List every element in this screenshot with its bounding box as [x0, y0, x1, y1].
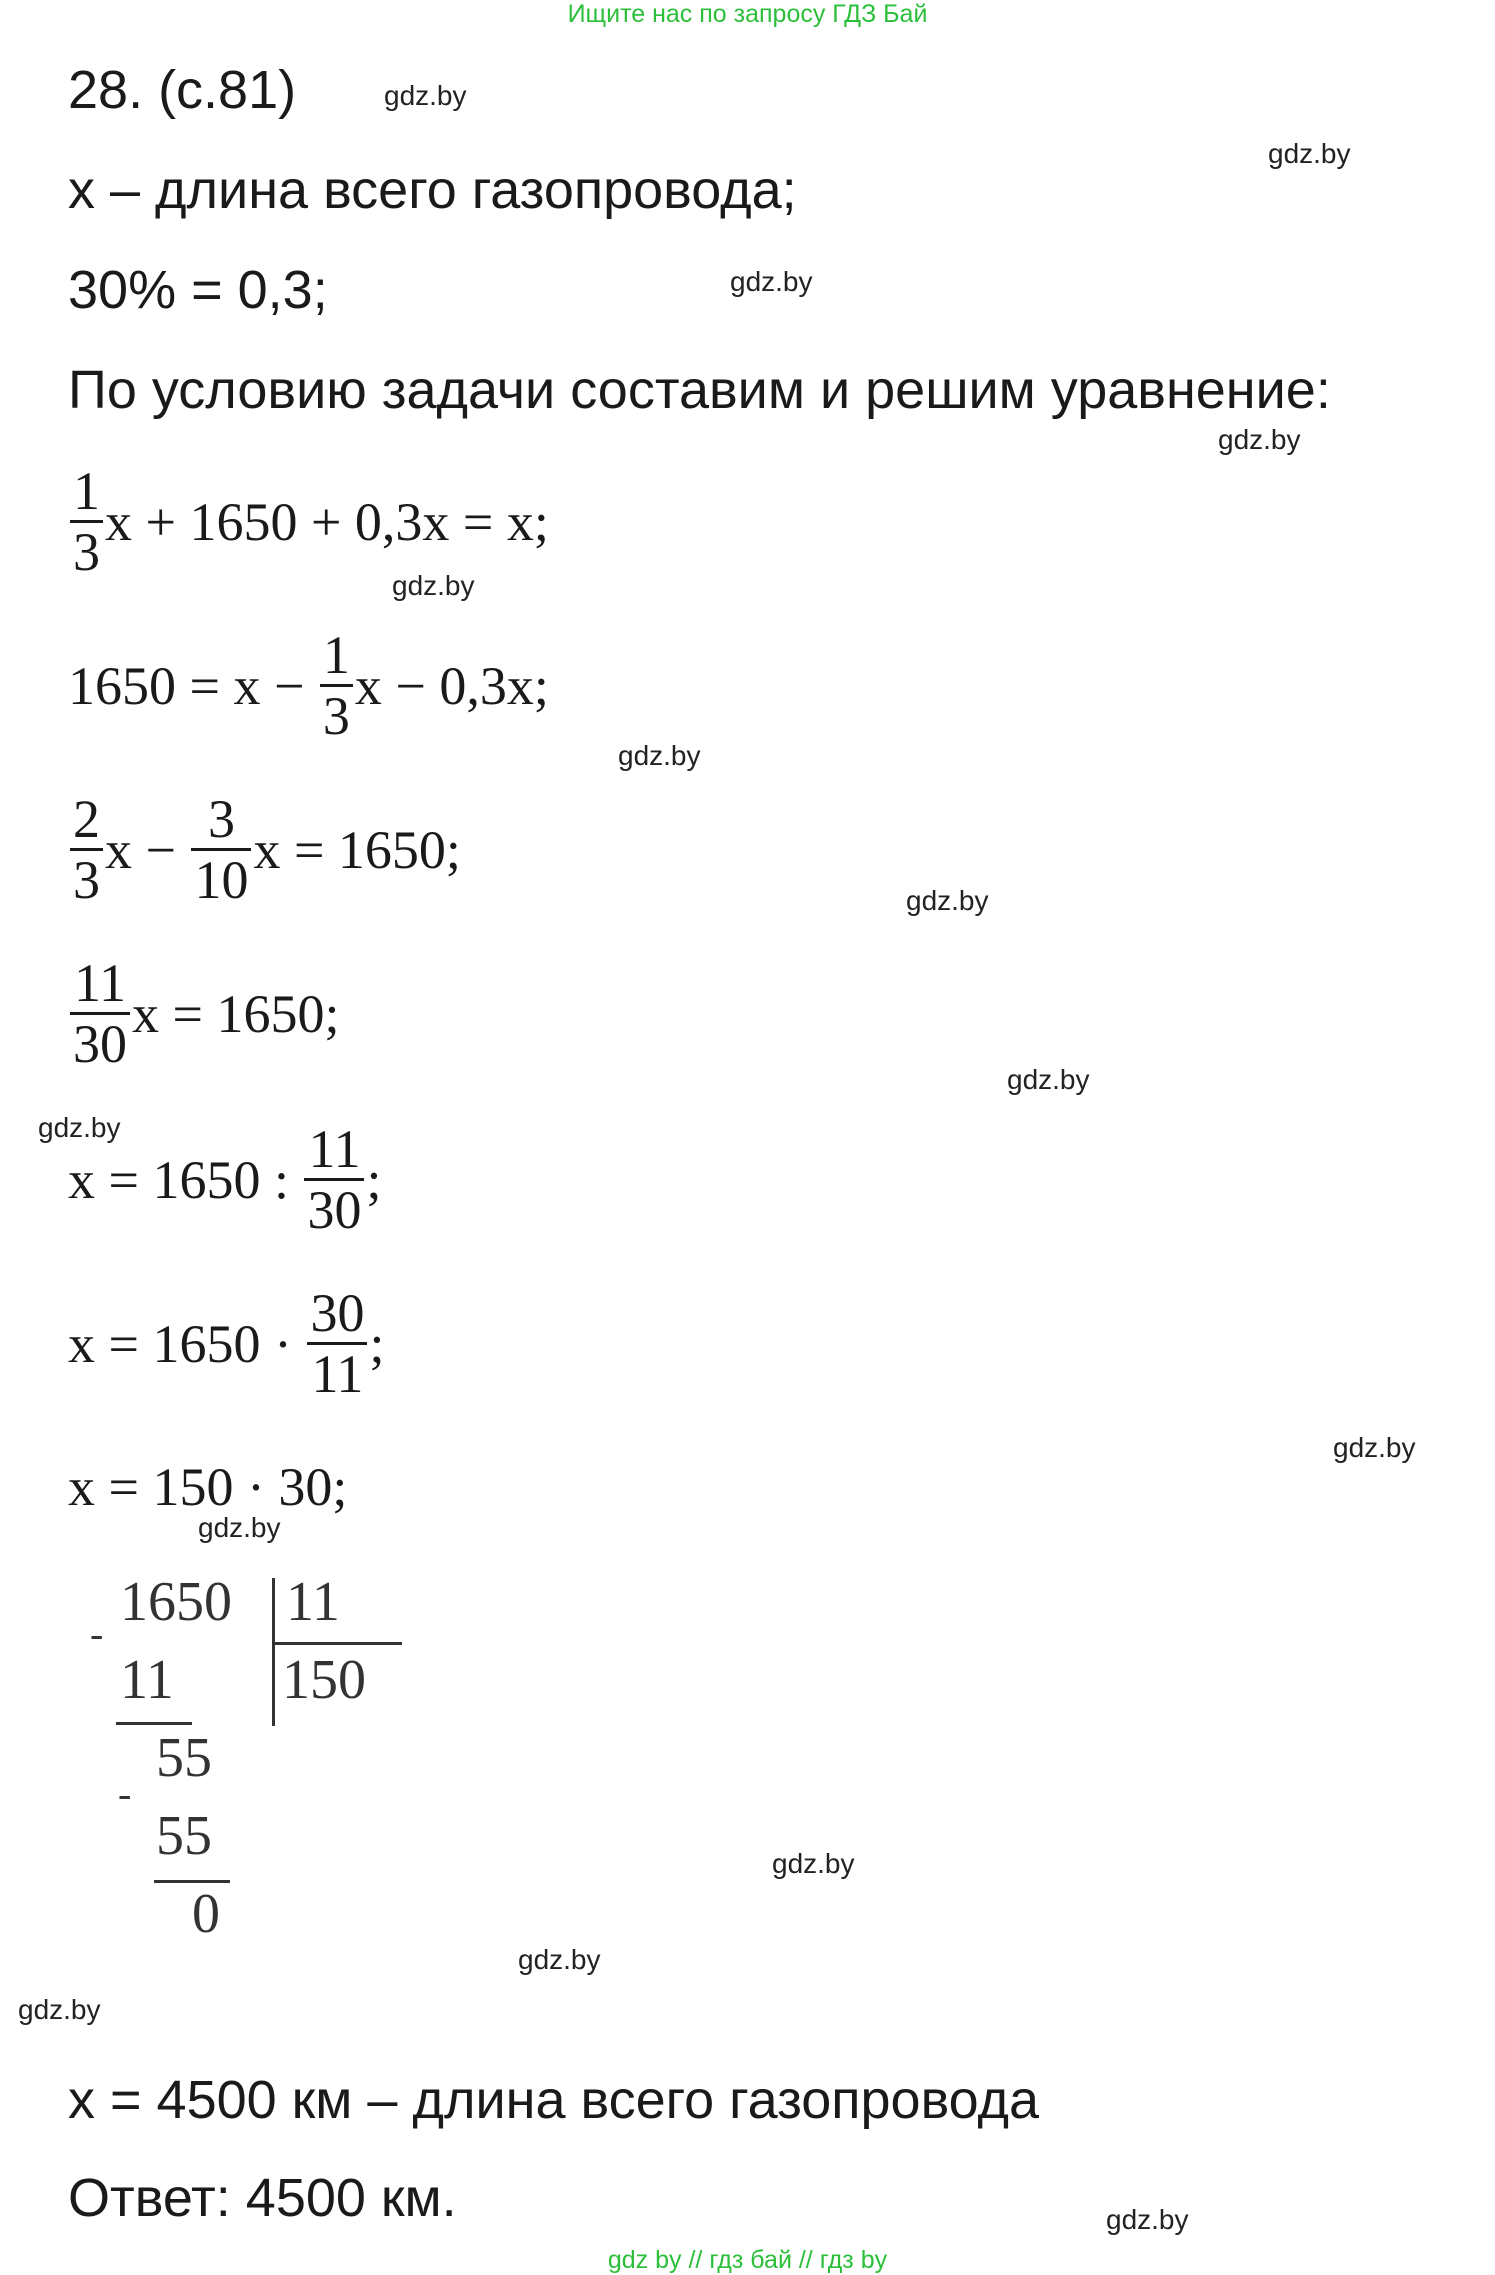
minus-sign: -	[90, 1611, 104, 1656]
equation-2	[68, 626, 549, 745]
division-vertical-bar	[272, 1578, 275, 1726]
fraction-numerator: 2	[70, 790, 103, 851]
watermark: gdz.by	[1218, 424, 1301, 455]
fraction-denominator: 3	[73, 522, 100, 582]
equation-1	[68, 462, 549, 581]
percent-conversion: 30% = 0,3;	[68, 260, 328, 320]
fraction-denominator: 11	[311, 1344, 364, 1404]
equation-rest: ;	[366, 1149, 382, 1210]
fraction-denominator: 30	[307, 1180, 362, 1240]
equation-3	[68, 790, 461, 909]
equation-7: x = 150 · 30;	[68, 1457, 348, 1517]
fraction	[304, 1120, 364, 1239]
equation-middle: x −	[105, 819, 176, 880]
watermark: gdz.by	[38, 1112, 121, 1143]
fraction-numerator: 1	[70, 462, 103, 523]
fraction-denominator: 10	[194, 850, 249, 910]
fraction	[70, 790, 103, 909]
instruction-text: По условию задачи составим и решим уравнение:	[68, 360, 1331, 420]
watermark: gdz.by	[1007, 1064, 1090, 1095]
fraction-denominator: 3	[73, 850, 100, 910]
division-subtrahend-2: 55	[156, 1805, 212, 1867]
fraction-numerator: 3	[191, 790, 251, 851]
equation-rest: ;	[369, 1313, 385, 1374]
equation-left: x = 1650 ·	[68, 1313, 292, 1374]
equation-rest: x − 0,3x;	[354, 655, 549, 716]
division-subtrahend-1: 11	[120, 1649, 174, 1711]
division-quotient: 150	[282, 1649, 366, 1711]
problem-number: 28. (с.81)	[68, 60, 297, 120]
fraction	[320, 626, 353, 745]
fraction	[70, 954, 130, 1073]
equation-4	[68, 954, 339, 1073]
equation-6	[68, 1284, 384, 1403]
top-banner[interactable]: Ищите нас по запросу ГДЗ Бай	[567, 0, 928, 28]
result-line: x = 4500 км – длина всего газопровода	[68, 2070, 1040, 2130]
division-dividend: 1650	[120, 1571, 232, 1633]
fraction-denominator: 3	[322, 686, 350, 746]
watermark: gdz.by	[1268, 138, 1351, 169]
fraction-numerator: 11	[70, 954, 130, 1015]
watermark: gdz.by	[772, 1848, 855, 1879]
bottom-footer[interactable]: gdz by // гдз бай // гдз by	[607, 2246, 888, 2274]
answer: Ответ: 4500 км.	[68, 2168, 457, 2228]
watermark: gdz.by	[392, 570, 475, 601]
variable-definition: x – длина всего газопровода;	[68, 160, 797, 220]
equation-rest: x = 1650;	[132, 983, 340, 1044]
watermark: gdz.by	[618, 740, 701, 771]
watermark: gdz.by	[906, 885, 989, 916]
watermark: gdz.by	[384, 80, 467, 111]
minus-sign: -	[118, 1771, 132, 1816]
watermark: gdz.by	[730, 266, 813, 297]
equation-left: x = 1650 :	[68, 1149, 289, 1210]
fraction-numerator: 30	[307, 1284, 367, 1345]
fraction	[191, 790, 251, 909]
fraction-numerator: 1	[320, 626, 353, 687]
equation-left: 1650 = x −	[68, 655, 305, 716]
fraction-denominator: 30	[73, 1014, 127, 1074]
watermark: gdz.by	[1333, 1432, 1416, 1463]
watermark: gdz.by	[198, 1512, 281, 1543]
division-quotient-line	[274, 1642, 402, 1645]
division-remainder-1: 55	[156, 1727, 212, 1789]
watermark: gdz.by	[518, 1944, 601, 1975]
division-remainder-2: 0	[192, 1883, 220, 1945]
watermark: gdz.by	[18, 1994, 101, 2025]
equation-rest: x = 1650;	[253, 819, 461, 880]
division-line-1	[116, 1722, 192, 1725]
fraction	[307, 1284, 367, 1403]
fraction	[70, 462, 103, 581]
equation-5	[68, 1120, 381, 1239]
equation-rest: x + 1650 + 0,3x = x;	[105, 491, 549, 552]
long-division	[80, 1570, 420, 1970]
watermark: gdz.by	[1106, 2204, 1189, 2235]
division-divisor: 11	[286, 1571, 340, 1633]
fraction-numerator: 11	[304, 1120, 364, 1181]
